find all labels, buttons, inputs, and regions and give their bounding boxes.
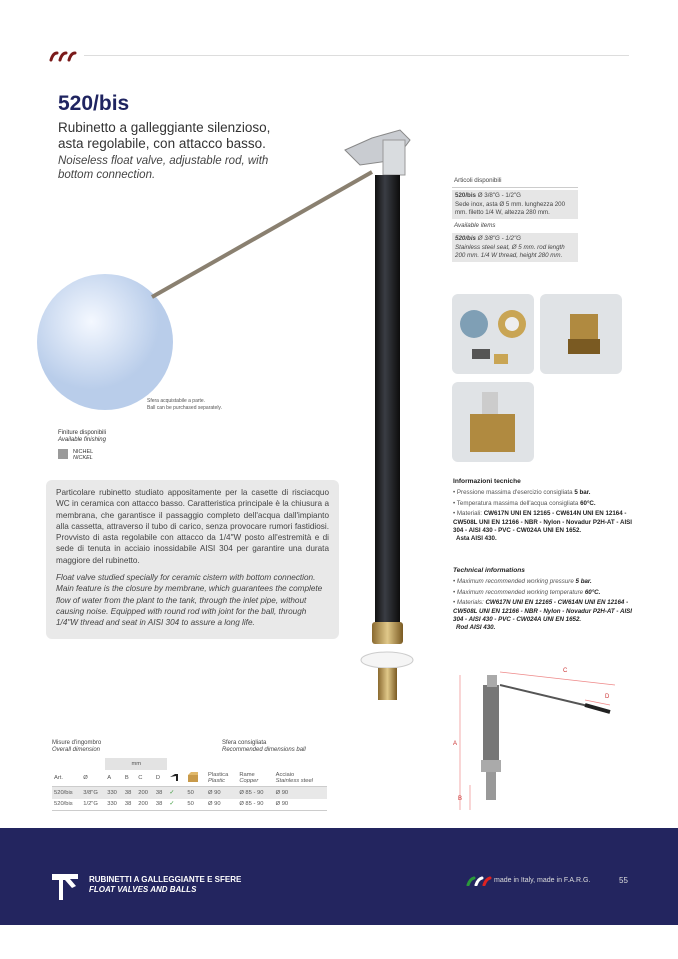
cell: 520/bis xyxy=(54,801,73,808)
dimension-diagram xyxy=(445,660,630,820)
subtitle-en: Noiseless float valve, adjustable rod, with bottom connection. xyxy=(58,155,269,181)
col-steel: Acciaio xyxy=(275,772,295,778)
description-box xyxy=(46,480,339,639)
check-icon: ✓ xyxy=(169,789,175,796)
tech-title-it: Informazioni tecniche xyxy=(453,478,521,485)
diagram-label-d: D xyxy=(605,694,610,700)
tech-info-en: Technical informations • Maximum recommended working pressure 5 bar. • Maximum recommended working temperature 60°C. • Materials: CW617N UNI EN 12165 - CW614N UNI EN 12164 - CW508L UNI EN 12166 - NBR - Nylon - Novadur P2H-AT - AISI 304 - AISI 430 - PVC - CW024A UNI EN 1652. Rod AISI 430. xyxy=(453,567,633,632)
valve-icon xyxy=(167,770,185,787)
cell: 1/2"G xyxy=(83,801,98,808)
ball-note xyxy=(147,398,222,412)
table-row xyxy=(52,799,327,811)
col-art: Art. xyxy=(54,775,64,781)
col-copper-en: Copper xyxy=(239,778,259,784)
tech-title-en: Technical informations xyxy=(453,567,525,574)
cell: Ø 90 xyxy=(275,789,289,796)
footer-category-en: FLOAT VALVES AND BALLS xyxy=(89,885,197,894)
cell: Ø 85 - 90 xyxy=(239,789,264,796)
tech-pressure-value: 5 bar. xyxy=(574,489,591,497)
col-plastic-en: Plastic xyxy=(208,778,226,784)
brand-logo-icon xyxy=(48,50,78,62)
col-b: B xyxy=(124,775,129,781)
item-code-en: 520/bis xyxy=(455,235,476,243)
tech-materials: Materiali: xyxy=(456,510,484,518)
col-steel-en: Stainless steel xyxy=(275,778,313,784)
tech-rod: Asta AISI 430. xyxy=(456,535,497,543)
item-text: Sede inox, asta Ø 5 mm. lunghezza 200 mm. filetto 1/4 W, altezza 280 mm. xyxy=(455,200,566,216)
cell: 38 xyxy=(124,801,132,808)
valve-silhouette-icon xyxy=(50,870,80,902)
nickel-swatch xyxy=(58,449,68,459)
finishing-title-en: Available finishing xyxy=(58,437,106,443)
col-d: D xyxy=(155,775,161,781)
available-title-it: Articoli disponibili xyxy=(452,175,578,188)
dims-title-en: Overall dimension xyxy=(52,747,101,753)
cell: Ø 90 xyxy=(208,789,221,796)
tech-info-it: Informazioni tecniche • Pressione massima d'esercizio consigliata 5 bar. • Temperatura massima dell'acqua consigliata 60°C. • Materiali: CW617N UNI EN 12165 - CW614N UNI EN 12164 - CW508L UNI EN 12166 - NBR - Nylon - Novadur P2H-AT - AISI 304 - AISI 430 - PVC - CW024A UNI EN 1652. Asta AISI 430. xyxy=(453,478,633,543)
description-en: Float valve studied specially for ceramic cistern with bottom connection. Main feature is the closure by membrane, which guarantees the complete flow of water from the plant to the tank, through the inlet pipe, without causing noise. Equipped with round rod with joint for the ball, through 1/4"W thread and seat in AISI 304 to assure a long life. xyxy=(56,573,323,628)
col-c: C xyxy=(138,775,143,781)
cell: Ø 90 xyxy=(275,801,289,808)
available-items xyxy=(452,175,578,264)
tech-materials-value-en: CW617N UNI EN 12165 - CW614N UNI EN 12164 - CW508L UNI EN 12166 - NBR - Nylon - Novadur P2H-AT - AISI 304 - AISI 430 - PVC - CW024A UNI EN 1652. xyxy=(453,599,633,624)
tech-temp-value: 60°C. xyxy=(580,499,596,507)
dimensions-table xyxy=(52,758,327,811)
tech-temp: Temperatura massima dell'acqua consigliata xyxy=(456,499,581,507)
item-code: 520/bis xyxy=(455,192,476,200)
cell: 38 xyxy=(124,789,132,796)
tech-pressure-value-en: 5 bar. xyxy=(575,578,592,586)
tech-temp-en: Maximum recommended working temperature xyxy=(456,588,585,596)
cell: 520/bis xyxy=(54,789,73,796)
tech-pressure-en: Maximum recommended working pressure xyxy=(456,578,576,586)
col-diameter: Ø xyxy=(83,775,88,781)
product-code: 520/bis xyxy=(58,92,130,115)
cell: 38 xyxy=(155,801,163,808)
cell: 330 xyxy=(107,801,117,808)
diagram-label-c: C xyxy=(563,668,568,674)
check-icon: ✓ xyxy=(169,801,175,808)
finishing-section xyxy=(58,430,106,461)
cell: Ø 85 - 90 xyxy=(239,801,264,808)
cell: 3/8"G xyxy=(83,789,98,796)
item-size-en: Ø 3/8"G - 1/2"G xyxy=(477,235,521,243)
swatch-label-en: NICKEL xyxy=(73,455,93,461)
description-it: Particolare rubinetto studiato appositamente per la casette di risciacquo WC in ceramica con attacco basso. Caratteristica principale è la chiusura a membrana, che garantisce il passaggio completo dell'acqua dall'impianto alla cassetta, attraverso il tubo di carico, senza provocare rumori fastidiosi. Provvisto di asta regolabile con attacco da 1/4"W posto all'estremità e di sede di tenuta in acciaio inossidabile AISI 304 per garantire una durata maggiore del rubinetto. xyxy=(56,488,329,565)
cell: Ø 90 xyxy=(208,801,221,808)
available-title-en: Available items xyxy=(454,222,496,230)
dims-title-it: Misure d'ingombro xyxy=(52,740,102,746)
cell: 330 xyxy=(107,789,117,796)
ball-title-it: Sfera consigliata xyxy=(222,740,267,746)
col-plastic: Plastica xyxy=(208,772,229,778)
item-text-en: Stainless steel seat, Ø 5 mm. rod length 200 mm. 1/4 W thread, height 280 mm. xyxy=(455,243,565,260)
cell: 50 xyxy=(187,789,194,796)
detail-photo-head xyxy=(452,382,534,462)
header-rule xyxy=(84,55,629,56)
made-in-italy: made in Italy, made in F.A.R.G. xyxy=(494,877,591,884)
cell: 200 xyxy=(138,789,148,796)
cell: 200 xyxy=(138,801,148,808)
ball-note-en: Ball can be purchased separately. xyxy=(147,405,222,411)
cell: 50 xyxy=(187,801,194,808)
detail-photo-seat xyxy=(452,294,534,374)
table-row xyxy=(52,787,327,799)
diagram-label-b: B xyxy=(458,796,463,802)
tech-materials-value: CW617N UNI EN 12165 - CW614N UNI EN 12164 - CW508L UNI EN 12166 - NBR - Nylon - Novadur P2H-AT - AISI 304 - AISI 430 - PVC - CW024A UNI EN 1652. xyxy=(453,510,633,535)
swatch-label-it: NICHEL xyxy=(73,449,94,455)
dimensions-section xyxy=(52,740,327,811)
ball-title-en: Recommended dimensions ball xyxy=(222,747,306,753)
detail-photo-thread xyxy=(540,294,622,374)
unit-header: mm xyxy=(105,758,167,770)
tech-materials-en: Materials: xyxy=(456,599,486,607)
ball-note-it: Sfera acquistabile a parte. xyxy=(147,398,206,404)
footer-category-it: RUBINETTI A GALLEGGIANTE E SFERE xyxy=(89,875,242,884)
col-copper: Rame xyxy=(239,772,255,778)
page-number: 55 xyxy=(619,876,628,885)
italian-flag-logo-icon xyxy=(466,876,492,886)
tech-rod-en: Rod AISI 430. xyxy=(456,624,496,632)
subtitle-it: Rubinetto a galleggiante silenzioso, asta regolabile, con attacco basso. xyxy=(58,120,271,151)
item-size: Ø 3/8"G - 1/2"G xyxy=(477,192,521,200)
cell: 38 xyxy=(155,789,163,796)
tech-pressure: Pressione massima d'esercizio consigliata xyxy=(456,489,575,497)
tech-temp-value-en: 60°C. xyxy=(584,588,601,596)
finishing-title-it: Finiture disponibili xyxy=(58,430,107,436)
box-icon xyxy=(185,770,206,787)
diagram-label-a: A xyxy=(453,741,458,747)
col-a: A xyxy=(107,775,112,781)
